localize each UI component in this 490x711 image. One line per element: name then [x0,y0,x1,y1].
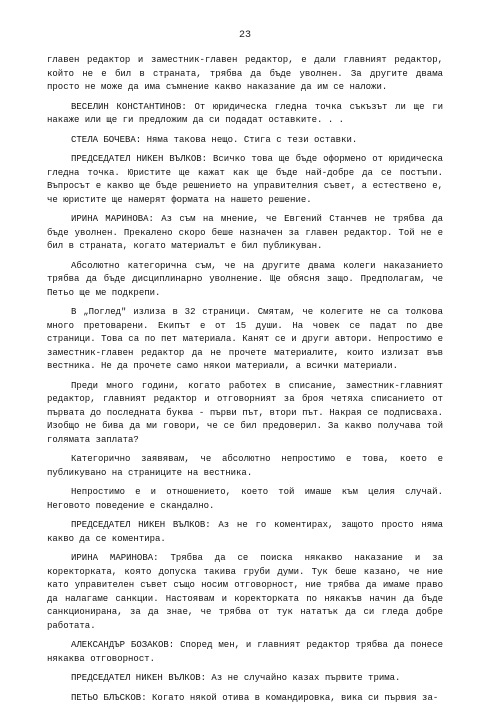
paragraph: ВЕСЕЛИН КОНСТАНТИНОВ: От юридическа гледна точка съкъзът ли ще ги накаже или ще ги предложим да си подадат оставките. . . [47,101,443,125]
paragraph: ПЕТЬО БЛЪСКОВ: Когато някой отива в командировка, вика си първия за- [71,692,439,703]
paragraph: ИРИНА МАРИНОВА: Аз съм на мнение, че Евгений Станчев не трябва да бъде уволнен. Прекалено скоро беше назначен за главен редактор. Той не е бил в страната, когато материалът е бил публикуван. [47,214,443,251]
paragraph: ИРИНА МАРИНОВА: Трябва да се поиска някакво наказание и за коректорката, която допуска такива груби думи. Тук беше казано, че ние като управителен съвет също носим отговорност, ние трябва да имаме право да налагаме санкции. Настоявам и коректорката по някакъв начин да бъде санкционирана, за да знае, че трябва от тук нататък да си гледа добре работата. [47,553,443,631]
paragraph: В „Поглед" излиза в 32 страници. Смятам, че колегите не са толкова много претоварени. Екипът е от 15 души. На човек се падат по две страници. Това са по пет материала. Канят се и други автори. Непростимо е заместник-главен редактор да не прочете материалите, които излизат във вестника. Не да прочете само някои материали, а всички материали. [47,307,443,371]
paragraph: ПРЕДСЕДАТЕЛ НИКЕН ВЪЛКОВ: Аз не го коментирах, защото просто няма какво да се коментира. [47,520,443,544]
paragraph: главен редактор и заместник-главен редактор, е дали главният редактор, който не е бил в страната, трябва да бъде уволнен. За другите двама просто не може да има съмнение какво наказание да им се наложи. [47,55,443,92]
paragraph: Преди много години, когато работех в списание, заместник-главният редактор, главният редактор и отговорният за броя четяха списанието от първата до последната буква - първи път, втори път. Накрая се подписваха. Изобщо не бива да ми говори, че се бил предоверил. За какво получава той голямата заплата? [47,380,443,445]
paragraph: ПРЕДСЕДАТЕЛ НИКЕН ВЪЛКОВ: Аз не случайно казах първите трима. [71,673,401,683]
paragraph: СТЕЛА БОЧЕВА: Няма такова нещо. Стига с тези оставки. [71,134,358,145]
paragraph: Абсолютно категорична съм, че на другите двама колеги наказанието трябва да бъде дисциплинарно уволнение. Ще обясня защо. Предполагам, че Петьо ще ме подкрепи. [47,260,443,298]
paragraph: Непростимо е и отношението, което той имаше към целия случай. Неговото поведение е скандално. [47,487,443,511]
paragraph: АЛЕКСАНДЪР БОЗАКОВ: Според мен, и главният редактор трябва да понесе някаква отговорност. [47,640,443,664]
document-body [47,54,443,711]
page-number: 23 [238,30,251,41]
paragraph: Категорично заявявам, че абсолютно непростимо е това, което е публикувано на страниците на вестника. [47,454,443,478]
paragraph: ПРЕДСЕДАТЕЛ НИКЕН ВЪЛКОВ: Всичко това ще бъде оформено от юридическа гледна точка. Юристите ще кажат как ще бъде най-добре да се постъпи. Въпросът е какво ще бъде решението на управителния съвет, а естествено е, че юристите ще намерят формата на нашето решение. [47,154,443,205]
